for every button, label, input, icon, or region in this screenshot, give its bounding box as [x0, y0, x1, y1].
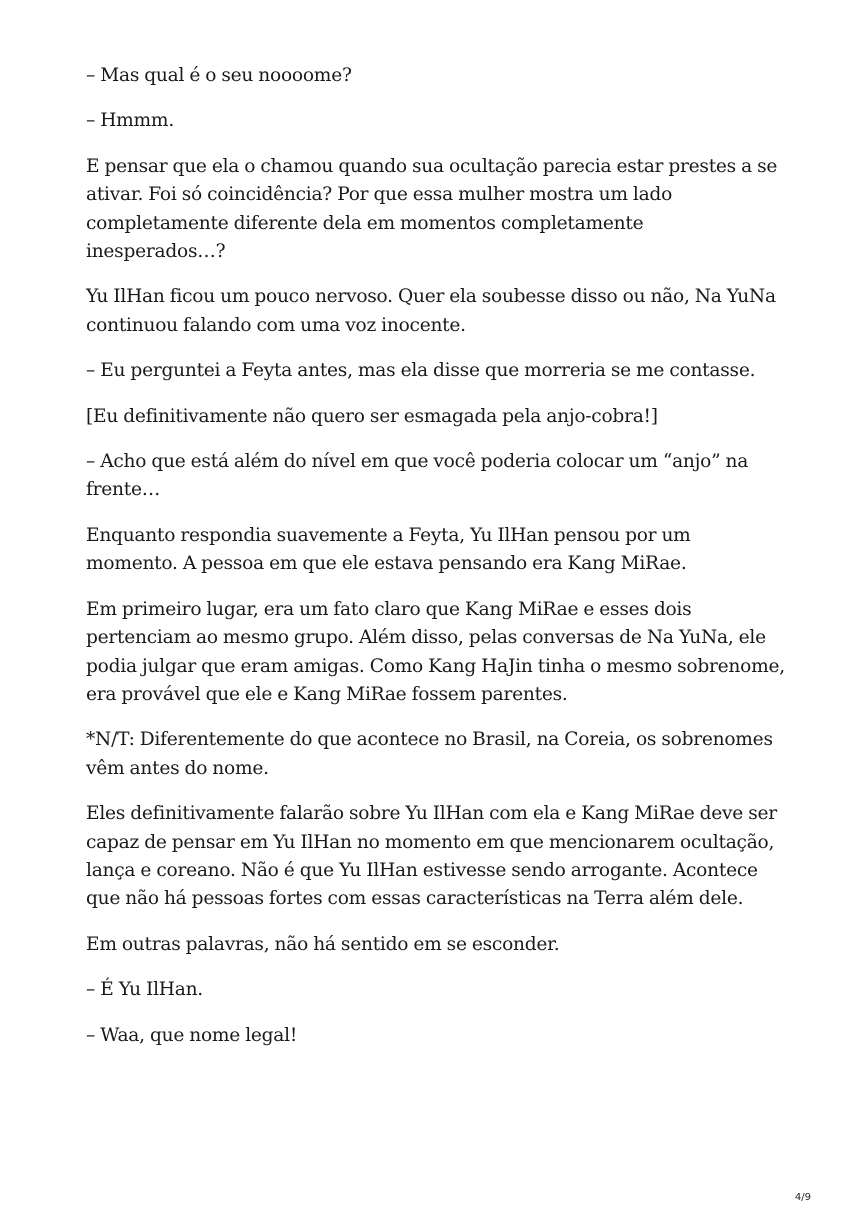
paragraph-1: – Mas qual é o seu noooome? — [86, 65, 352, 86]
translator-note: *N/T: Diferentemente do que acontece no Brasil, na Coreia, os sobrenomes vêm antes do nome. — [86, 729, 773, 779]
paragraph-2: – Hmmm. — [86, 110, 174, 132]
paragraph-12: Em outras palavras, não há sentido em se esconder. — [86, 933, 560, 955]
paragraph-5: – Eu perguntei a Feyta antes, mas ela disse que morreria se me contasse. — [86, 360, 756, 382]
paragraph-14: – Waa, que nome legal! — [86, 1024, 298, 1046]
paragraph-11: Eles definitivamente falarão sobre Yu IlHan com ela e Kang MiRae deve ser capaz de pensar em Yu IlHan no momento em que mencionarem ocultação, lança e coreano. Não é que Yu IlHan estivesse sendo arrogante. Acontece que não há pessoas fortes com essas características na Terra além dele. — [86, 803, 777, 910]
paragraph-3: E pensar que ela o chamou quando sua ocultação parecia estar prestes a se ativar. Foi só coincidência? Por que essa mulher mostra um lado completamente diferente dela em momentos completamente inesperados…? — [86, 155, 778, 263]
page-number: 4/9 — [794, 1192, 811, 1203]
document-body — [86, 62, 786, 1067]
paragraph-8: Enquanto respondia suavemente a Feyta, Yu IlHan pensou por um momento. A pessoa em que ele estava pensando era Kang MiRae. — [86, 524, 691, 575]
paragraph-6: [Eu definitivamente não quero ser esmagada pela anjo-cobra!] — [86, 405, 658, 427]
paragraph-4: Yu IlHan ficou um pouco nervoso. Quer ela soubesse disso ou não, Na YuNa continuou falando com uma voz inocente. — [86, 286, 776, 336]
paragraph-9: Em primeiro lugar, era um fato claro que Kang MiRae e esses dois pertenciam ao mesmo grupo. Além disso, pelas conversas de Na YuNa, ele podia julgar que eram amigas. Como Kang HaJin tinha o mesmo sobrenome, era provável que ele e Kang MiRae fossem parentes. — [86, 598, 785, 705]
paragraph-7: – Acho que está além do nível em que você poderia colocar um “anjo” na frente… — [86, 451, 749, 501]
paragraph-13: – É Yu IlHan. — [86, 979, 203, 1001]
